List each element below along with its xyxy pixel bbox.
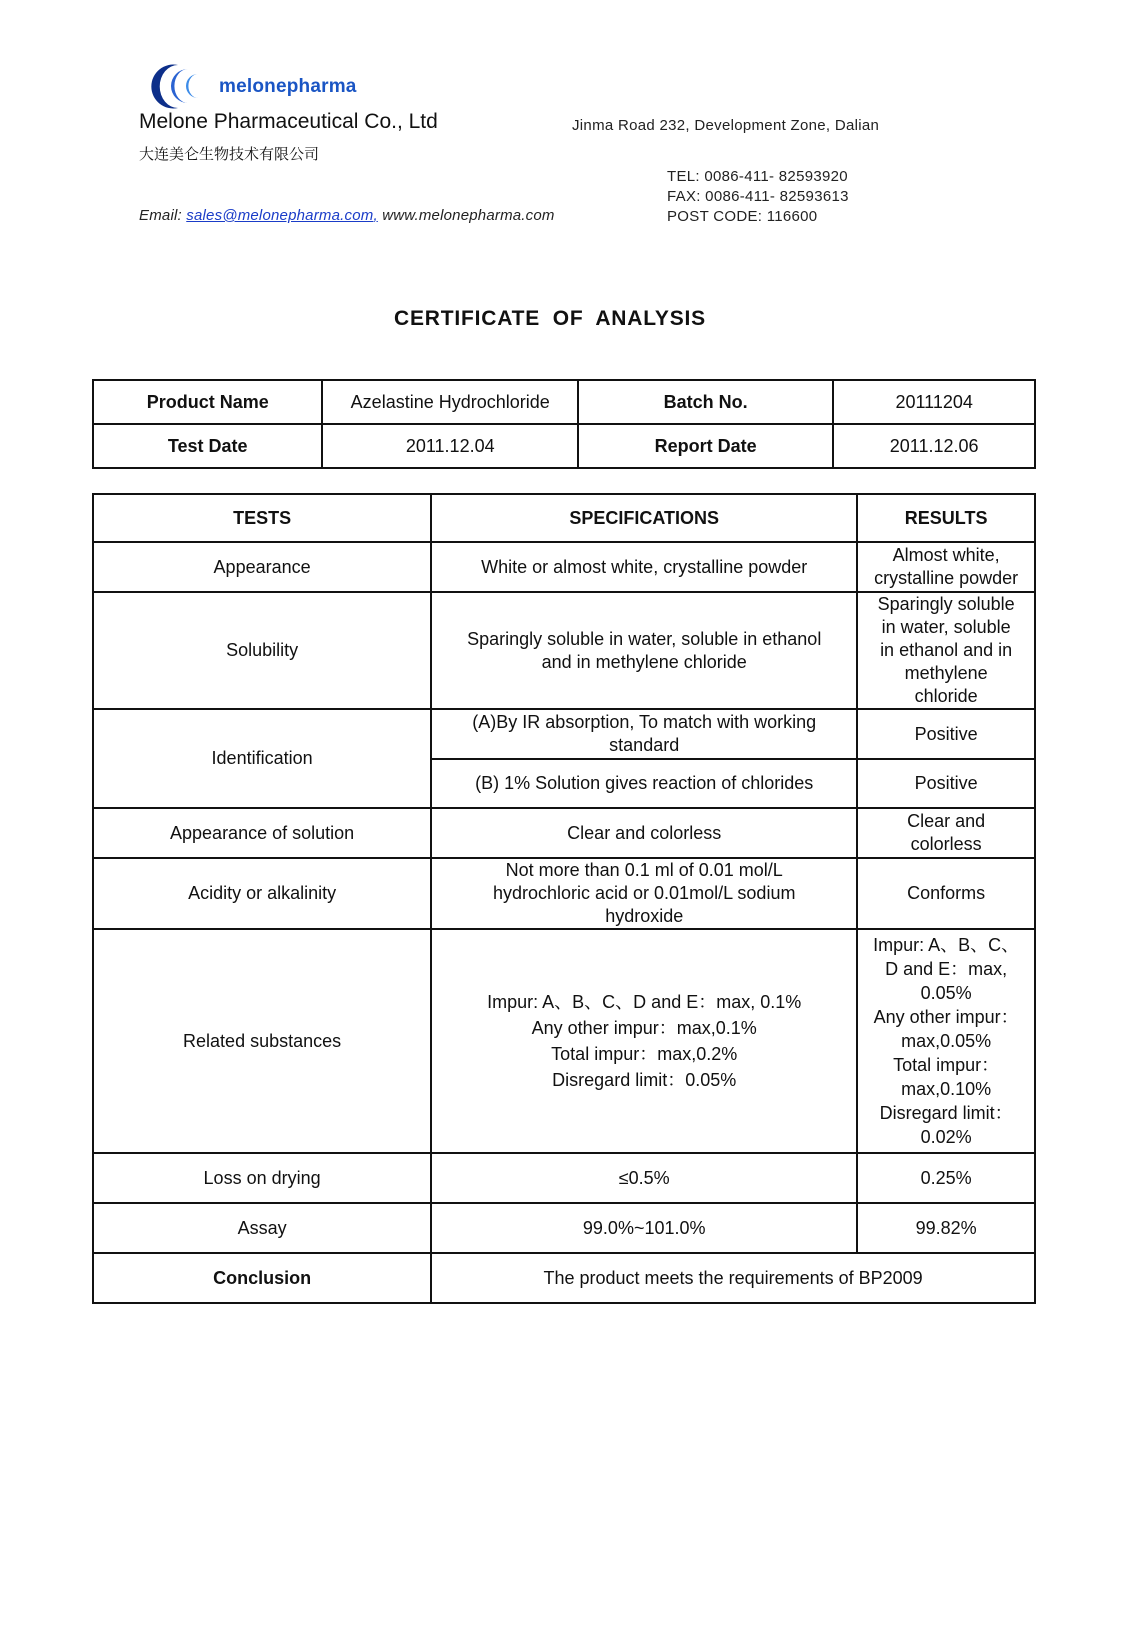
results-header: RESULTS bbox=[857, 494, 1035, 542]
logo-wordmark: melonepharma bbox=[219, 76, 357, 97]
tel-line: TEL: 0086-411- 82593920 bbox=[667, 168, 848, 185]
analysis-table bbox=[92, 493, 1036, 1304]
batch-value: 20111204 bbox=[833, 380, 1035, 424]
table-row bbox=[93, 1203, 1035, 1253]
spec-cell: 99.0%~101.0% bbox=[431, 1203, 857, 1253]
table-row bbox=[93, 709, 1035, 759]
product-name-label: Product Name bbox=[93, 380, 322, 424]
test-name: Identification bbox=[93, 709, 431, 808]
conclusion-label: Conclusion bbox=[93, 1253, 431, 1303]
test-date-value: 2011.12.04 bbox=[322, 424, 578, 468]
product-name-value: Azelastine Hydrochloride bbox=[322, 380, 578, 424]
company-name: Melone Pharmaceutical Co., Ltd bbox=[139, 110, 438, 133]
email-link[interactable]: sales@melonepharma.com bbox=[186, 207, 374, 224]
company-address: Jinma Road 232, Development Zone, Dalian bbox=[572, 117, 880, 134]
report-date-label: Report Date bbox=[578, 424, 833, 468]
product-info-table bbox=[92, 379, 1036, 469]
test-name: Solubility bbox=[93, 592, 431, 709]
table-row bbox=[93, 542, 1035, 592]
result-cell: 99.82% bbox=[857, 1203, 1035, 1253]
info-row bbox=[93, 424, 1035, 468]
report-date-value: 2011.12.06 bbox=[833, 424, 1035, 468]
test-name: Loss on drying bbox=[93, 1153, 431, 1203]
test-name: Assay bbox=[93, 1203, 431, 1253]
spec-cell: ≤0.5% bbox=[431, 1153, 857, 1203]
result-cell: Impur: A、B、C、 D and E：max, 0.05% Any other impur： max,0.05% Total impur： max,0.10% Disregard limit： 0.02% bbox=[857, 929, 1035, 1153]
table-row bbox=[93, 808, 1035, 858]
table-header-row bbox=[93, 494, 1035, 542]
spec-cell: Clear and colorless bbox=[431, 808, 857, 858]
spec-cell: Impur: A、B、C、D and E：max, 0.1% Any other impur：max,0.1% Total impur：max,0.2% Disregard limit：0.05% bbox=[431, 929, 857, 1153]
result-cell: Clear and colorless bbox=[857, 808, 1035, 858]
result-cell: Sparingly soluble in water, soluble in ethanol and in methylene chloride bbox=[857, 592, 1035, 709]
website-text: www.melonepharma.com bbox=[377, 207, 555, 224]
test-date-label: Test Date bbox=[93, 424, 322, 468]
table-row bbox=[93, 858, 1035, 929]
table-row bbox=[93, 929, 1035, 1153]
melone-logo-icon bbox=[148, 62, 210, 110]
result-cell: Positive bbox=[857, 759, 1035, 808]
test-name: Acidity or alkalinity bbox=[93, 858, 431, 929]
post-code-line: POST CODE: 116600 bbox=[667, 208, 818, 225]
fax-line: FAX: 0086-411- 82593613 bbox=[667, 188, 849, 205]
spec-cell: Not more than 0.1 ml of 0.01 mol/L hydrochloric acid or 0.01mol/L sodium hydroxide bbox=[431, 858, 857, 929]
tests-header: TESTS bbox=[93, 494, 431, 542]
spec-cell: (B) 1% Solution gives reaction of chlorides bbox=[431, 759, 857, 808]
spec-cell: Sparingly soluble in water, soluble in ethanol and in methylene chloride bbox=[431, 592, 857, 709]
result-cell: Conforms bbox=[857, 858, 1035, 929]
table-row bbox=[93, 1153, 1035, 1203]
spec-cell: (A)By IR absorption, To match with working standard bbox=[431, 709, 857, 759]
email-separator: , bbox=[373, 207, 378, 224]
specifications-header: SPECIFICATIONS bbox=[431, 494, 857, 542]
batch-label: Batch No. bbox=[578, 380, 833, 424]
result-cell: Almost white, crystalline powder bbox=[857, 542, 1035, 592]
company-logo bbox=[148, 62, 378, 112]
table-row bbox=[93, 592, 1035, 709]
contact-block bbox=[667, 167, 849, 227]
test-name: Related substances bbox=[93, 929, 431, 1153]
conclusion-text: The product meets the requirements of BP2009 bbox=[431, 1253, 1035, 1303]
spec-cell: White or almost white, crystalline powder bbox=[431, 542, 857, 592]
test-name: Appearance of solution bbox=[93, 808, 431, 858]
info-row bbox=[93, 380, 1035, 424]
document-title: CERTIFICATE OF ANALYSIS bbox=[394, 307, 706, 330]
email-line bbox=[139, 207, 555, 224]
test-name: Appearance bbox=[93, 542, 431, 592]
result-cell: 0.25% bbox=[857, 1153, 1035, 1203]
company-name-cn: 大连美仑生物技术有限公司 bbox=[139, 146, 320, 163]
result-cell: Positive bbox=[857, 709, 1035, 759]
email-label: Email: bbox=[139, 207, 187, 224]
conclusion-row bbox=[93, 1253, 1035, 1303]
